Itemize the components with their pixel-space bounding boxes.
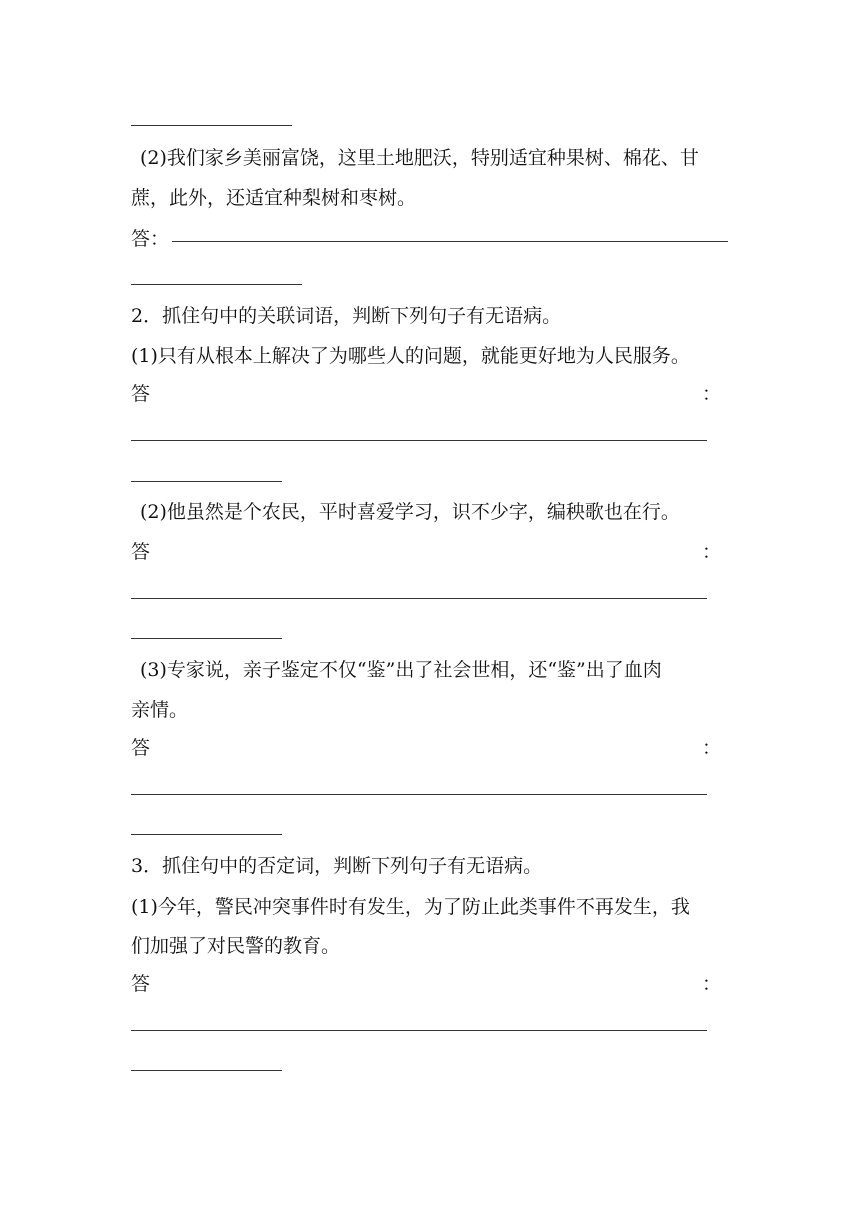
- answer-blank-line[interactable]: [131, 125, 292, 126]
- answer-colon: ：: [701, 973, 721, 995]
- answer-label: 答: [131, 973, 151, 995]
- answer-blank-line[interactable]: [131, 598, 707, 599]
- answer-blank-line[interactable]: [131, 834, 282, 835]
- question-3-heading: 3．抓住句中的否定词，判断下列句子有无语病。: [131, 855, 543, 877]
- answer-label: 答：: [131, 228, 170, 250]
- answer-blank-line[interactable]: [131, 440, 707, 441]
- answer-blank-line[interactable]: [131, 794, 707, 795]
- answer-colon: ：: [701, 737, 721, 759]
- question-3-item-1-line-2: 们加强了对民警的教育。: [131, 935, 341, 957]
- answer-row: [131, 540, 721, 564]
- answer-colon: ：: [701, 541, 721, 563]
- answer-label: 答: [131, 737, 151, 759]
- question-2-item-2: (2)他虽然是个农民，平时喜爱学习，识不少字，编秧歌也在行。: [140, 501, 680, 523]
- answer-blank-line[interactable]: [131, 284, 302, 285]
- question-3-item-1-line-1: (1)今年，警民冲突事件时有发生，为了防止此类事件不再发生，我: [131, 896, 690, 918]
- answer-blank-line[interactable]: [172, 241, 728, 242]
- answer-label: 答: [131, 383, 151, 405]
- answer-label: 答: [131, 541, 151, 563]
- answer-blank-line[interactable]: [131, 1070, 282, 1071]
- answer-row: [131, 736, 721, 760]
- question-1-item-2-line-1: (2)我们家乡美丽富饶，这里土地肥沃，特别适宜种果树、棉花、甘: [140, 147, 699, 169]
- question-2-heading: 2．抓住句中的关联词语，判断下列句子有无语病。: [131, 305, 562, 327]
- question-2-item-3-line-1: (3)专家说，亲子鉴定不仅“鉴”出了社会世相，还“鉴”出了血肉: [140, 659, 662, 681]
- answer-row: [131, 382, 721, 406]
- answer-blank-line[interactable]: [131, 481, 282, 482]
- answer-blank-line[interactable]: [131, 638, 282, 639]
- question-1-item-2-line-2: 蔗，此外，还适宜种梨树和枣树。: [131, 187, 417, 209]
- answer-colon: ：: [701, 383, 721, 405]
- answer-row: [131, 972, 721, 996]
- question-2-item-3-line-2: 亲情。: [131, 699, 189, 721]
- question-2-item-1: (1)只有从根本上解决了为哪些人的问题，就能更好地为人民服务。: [131, 345, 690, 367]
- answer-blank-line[interactable]: [131, 1030, 707, 1031]
